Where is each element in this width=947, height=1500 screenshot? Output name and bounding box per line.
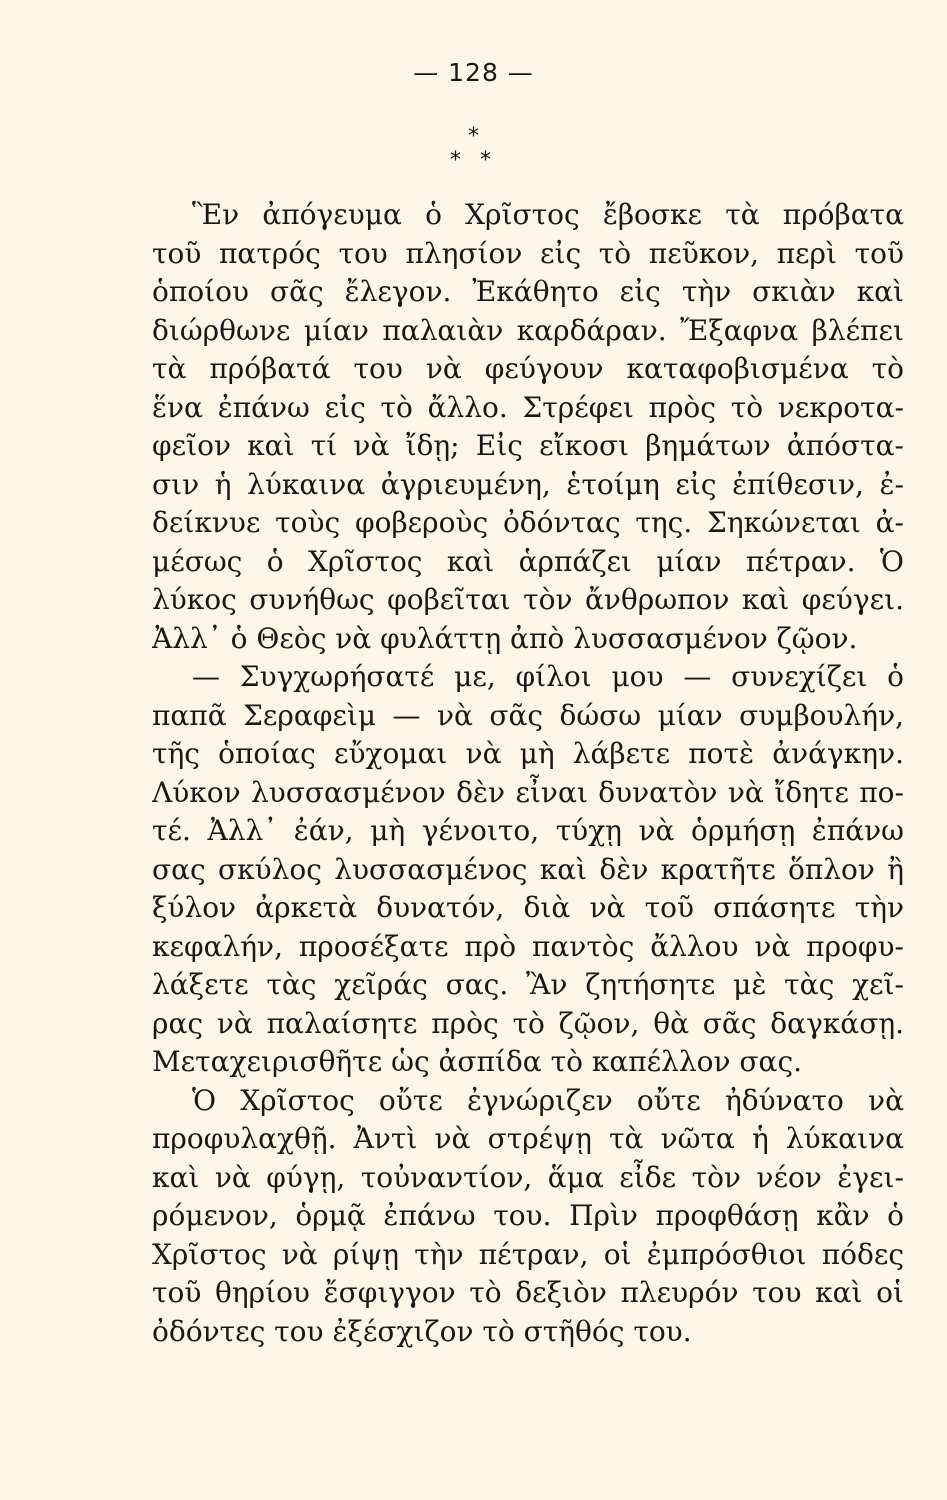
text-line: μέσως ὁ Χρῖστος καὶ ἁρπάζει μίαν πέτραν. Ὁ bbox=[152, 544, 904, 578]
text-line: λάξετε τὰς χεῖράς σας. Ἂν ζητήσητε μὲ τὰς χεῖ- bbox=[152, 968, 904, 1001]
text-line: διώρθωνε μίαν παλαιὰν καρδάραν. Ἔξαφνα βλέπει bbox=[152, 313, 904, 347]
text-line: προφυλαχθῇ. Ἀντὶ νὰ στρέψῃ τὰ νῶτα ἡ λύκαινα bbox=[152, 1122, 904, 1155]
text-line: ὀδόντες του ἐξέσχιζον τὸ στῆθός του. bbox=[152, 1314, 692, 1348]
text-line: Ἀλλ᾿ ὁ Θεὸς νὰ φυλάττῃ ἀπὸ λυσσασμένον ζῷον. bbox=[152, 621, 858, 655]
text-line: λύκος συνήθως φοβεῖται τὸν ἄνθρωπον καὶ φεύγει. bbox=[152, 583, 904, 616]
text-line: κεφαλήν, προσέξατε πρὸ παντὸς ἄλλου νὰ προφυ- bbox=[152, 929, 904, 963]
text-line: τέ. Ἀλλ᾿ ἐάν, μὴ γένοιτο, τύχῃ νὰ ὁρμήσῃ ἐπάνω bbox=[152, 814, 904, 847]
text-line: ρόμενον, ὁρμᾷ ἐπάνω του. Πρὶν προφθάσῃ κἂν ὁ bbox=[152, 1199, 904, 1232]
text-line: καὶ νὰ φύγῃ, τοὐναντίον, ἅμα εἶδε τὸν νέον ἐγει- bbox=[152, 1160, 904, 1194]
text-line: Ὁ Χρῖστος οὔτε ἐγνώριζεν οὔτε ἠδύνατο νὰ bbox=[192, 1083, 904, 1117]
text-line: — Συγχωρήσατέ με, φίλοι μου — συνεχίζει ὁ bbox=[192, 660, 904, 693]
text-line: ἕνα ἐπάνω εἰς τὸ ἄλλο. Στρέφει πρὸς τὸ νεκροτα- bbox=[152, 390, 904, 424]
text-line: σιν ἡ λύκαινα ἀγριευμένη, ἑτοίμη εἰς ἐπίθεσιν, ἐ- bbox=[152, 467, 904, 501]
text-line: Ἓν ἀπόγευμα ὁ Χρῖστος ἔβοσκε τὰ πρόβατα bbox=[192, 198, 904, 231]
text-line: Λύκον λυσσασμένον δὲν εἶναι δυνατὸν νὰ ἴδητε πο- bbox=[152, 775, 904, 809]
page-number: — 128 — bbox=[413, 58, 534, 87]
asterism-top: * bbox=[468, 124, 479, 149]
text-line: Χρῖστος νὰ ρίψῃ τὴν πέτραν, οἱ ἐμπρόσθιοι πόδες bbox=[152, 1237, 904, 1271]
text-line: φεῖον καὶ τί νὰ ἴδῃ; Εἰς εἴκοσι βημάτων ἀπόστα- bbox=[152, 429, 904, 462]
text-line: τοῦ θηρίου ἔσφιγγον τὸ δεξιὸν πλευρόν του καὶ οἱ bbox=[152, 1276, 904, 1309]
text-line: σας σκύλος λυσσασμένος καὶ δὲν κρατῆτε ὅπλον ἢ bbox=[152, 852, 904, 886]
body-text bbox=[152, 196, 904, 1351]
asterism-bottom: * * bbox=[450, 148, 497, 173]
text-line: τοῦ πατρός του πλησίον εἰς τὸ πεῦκον, περὶ τοῦ bbox=[152, 236, 904, 270]
text-line: Μεταχειρισθῆτε ὡς ἀσπίδα τὸ καπέλλον σας. bbox=[152, 1045, 803, 1078]
text-line: ὁποίου σᾶς ἔλεγον. Ἐκάθητο εἰς τὴν σκιὰν καὶ bbox=[152, 275, 904, 308]
text-line: δείκνυε τοὺς φοβεροὺς ὀδόντας της. Σηκώνεται ἀ- bbox=[152, 506, 904, 539]
text-line: ξύλον ἀρκετὰ δυνατόν, διὰ νὰ τοῦ σπάσητε τὴν bbox=[152, 891, 904, 924]
text-line: τῆς ὁποίας εὔχομαι νὰ μὴ λάβετε ποτὲ ἀνάγκην. bbox=[152, 737, 904, 770]
text-line: τὰ πρόβατά του νὰ φεύγουν καταφοβισμένα τὸ bbox=[152, 352, 904, 385]
text-line: ρας νὰ παλαίσητε πρὸς τὸ ζῷον, θὰ σᾶς δαγκάσῃ. bbox=[152, 1006, 904, 1040]
text-line: παπᾶ Σεραφεὶμ — νὰ σᾶς δώσω μίαν συμβουλήν, bbox=[152, 698, 904, 732]
